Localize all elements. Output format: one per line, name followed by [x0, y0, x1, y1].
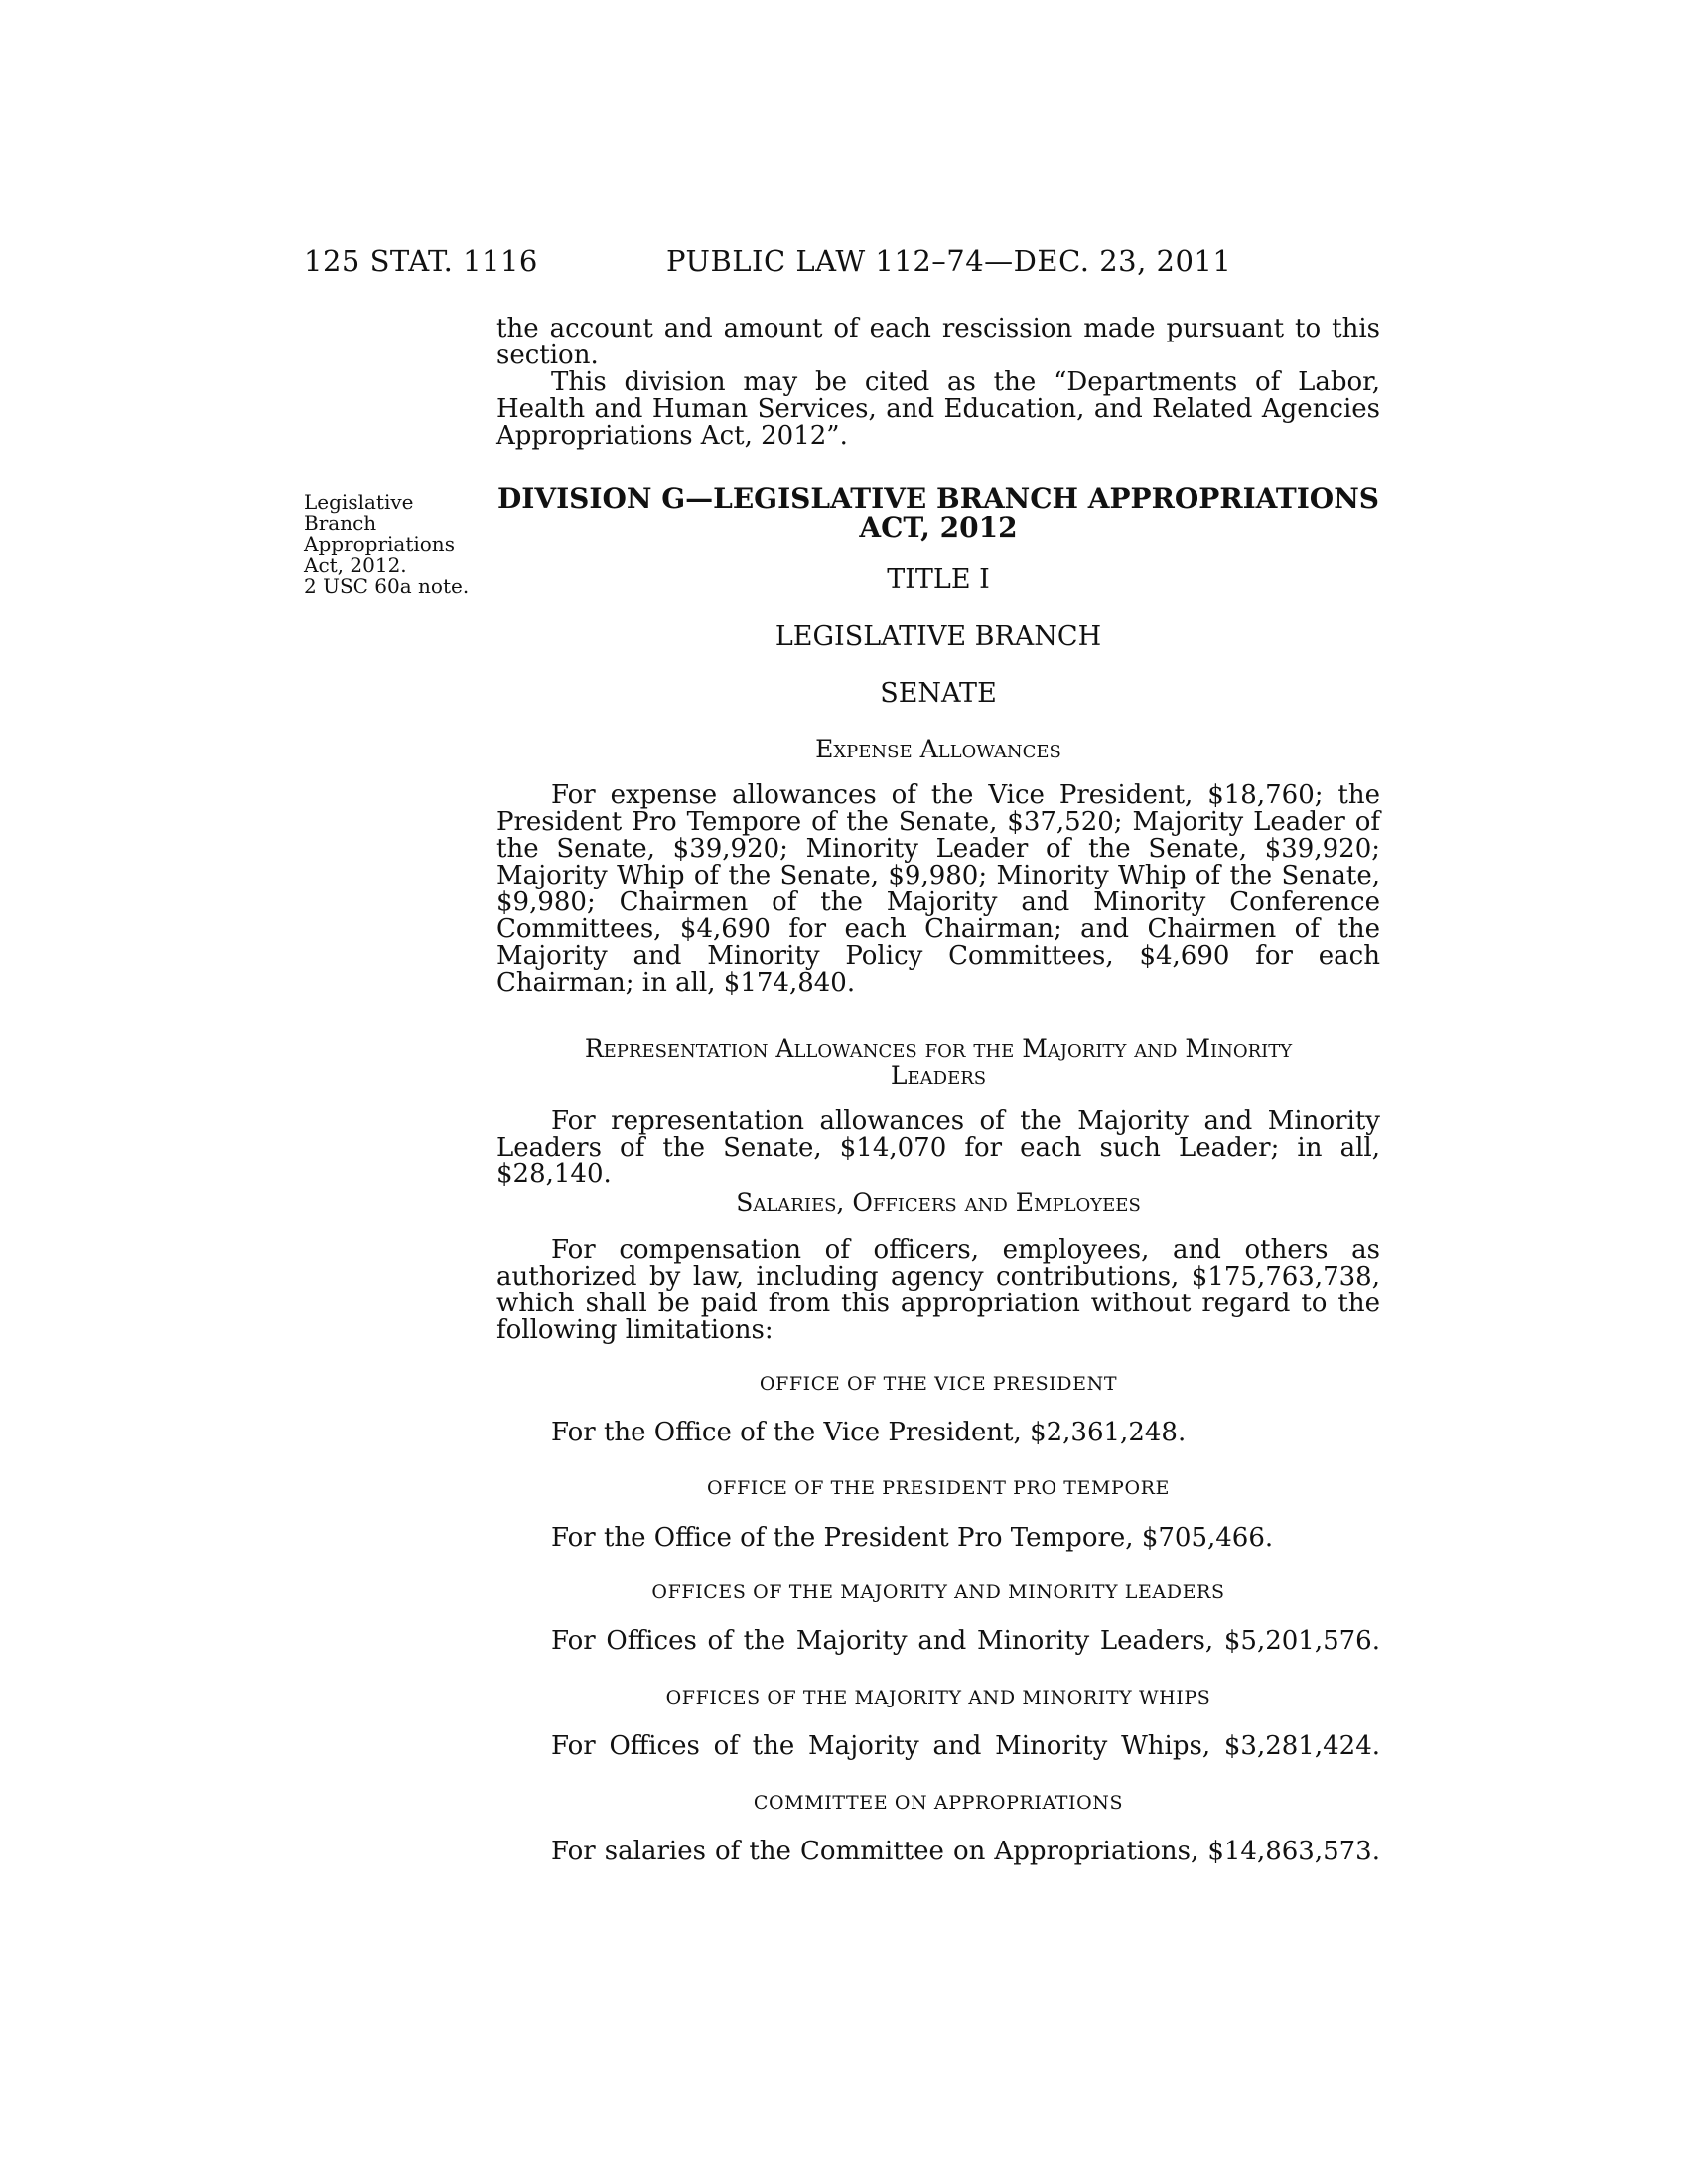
vice-president-heading: OFFICE OF THE VICE PRESIDENT — [759, 1373, 1118, 1395]
leaders-text: For Offices of the Majority and Minority Leaders, $5,201,576. — [551, 1626, 1380, 1656]
representation-heading-line1: Representation Allowances for the Majority and Minority — [584, 1034, 1293, 1063]
margin-note-line: Legislative — [304, 490, 414, 514]
pro-tempore-text: For the Office of the President Pro Tempore, $705,466. — [551, 1523, 1274, 1553]
expense-allowances-heading: Expense Allowances — [815, 735, 1061, 763]
division-title-line2: ACT, 2012 — [859, 511, 1018, 544]
division-title-line1: DIVISION G—LEGISLATIVE BRANCH APPROPRIATIONS — [496, 482, 1380, 515]
margin-note-line: 2 USC 60a note. — [304, 574, 470, 598]
stat-reference: 125 STAT. 1116 — [304, 244, 538, 278]
whips-text: For Offices of the Majority and Minority Whips, $3,281,424. — [551, 1731, 1380, 1761]
vice-president-text: For the Office of the Vice President, $2,361,248. — [551, 1418, 1187, 1447]
salaries-text: For compensation of officers, employees, and others as authorized by law, including agency contributions, $175,763,738, which shall be paid from this appropriation without regard to the following limitations: — [496, 1235, 1380, 1345]
chamber-heading: SENATE — [880, 678, 997, 709]
division-title — [496, 484, 1380, 542]
appropriations-committee-text: For salaries of the Committee on Appropriations, $14,863,573. — [551, 1837, 1380, 1866]
expense-allowances-text: For expense allowances of the Vice President, $18,760; the President Pro Tempore of the Senate, $37,520; Majority Leader of the Senate, $39,920; Minority Leader of the Senate, $39,920; Majority Whip of the Senate, $9,980; Minority Whip of the Senate, $9,980; Chairmen of the Majority and Minority Conference Committees, $4,690 for each Chairman; and Chairmen of the Majority and Minority Policy Committees, $4,690 for each Chairman; in all, $174,840. — [496, 780, 1380, 998]
branch-heading: LEGISLATIVE BRANCH — [774, 621, 1102, 652]
margin-note — [304, 492, 483, 597]
appropriations-committee-heading: COMMITTEE ON APPROPRIATIONS — [753, 1792, 1124, 1814]
law-title: PUBLIC LAW 112–74—DEC. 23, 2011 — [666, 244, 1232, 278]
representation-heading — [496, 1035, 1380, 1089]
title-number: TITLE I — [887, 564, 990, 595]
margin-note-line: Branch — [304, 511, 377, 535]
leaders-heading: OFFICES OF THE MAJORITY AND MINORITY LEADERS — [651, 1581, 1225, 1603]
representation-text: For representation allowances of the Majority and Minority Leaders of the Senate, $14,070 for each such Leader; in all, $28,140. — [496, 1106, 1380, 1189]
representation-heading-line2: Leaders — [890, 1061, 987, 1090]
continuation-text: the account and amount of each rescission made pursuant to this section. — [496, 314, 1380, 370]
margin-note-line: Appropriations — [304, 532, 455, 556]
citation-text: This division may be cited as the “Departments of Labor, Health and Human Services, and Education, and Related Agencies Appropriations Act, 2012”. — [496, 367, 1380, 451]
page-header — [304, 244, 1396, 284]
salaries-heading: Salaries, Officers and Employees — [736, 1188, 1141, 1217]
intro-block — [496, 316, 1380, 450]
whips-heading: OFFICES OF THE MAJORITY AND MINORITY WHIPS — [665, 1687, 1211, 1708]
pro-tempore-heading: OFFICE OF THE PRESIDENT PRO TEMPORE — [706, 1477, 1170, 1499]
margin-note-line: Act, 2012. — [304, 553, 407, 577]
